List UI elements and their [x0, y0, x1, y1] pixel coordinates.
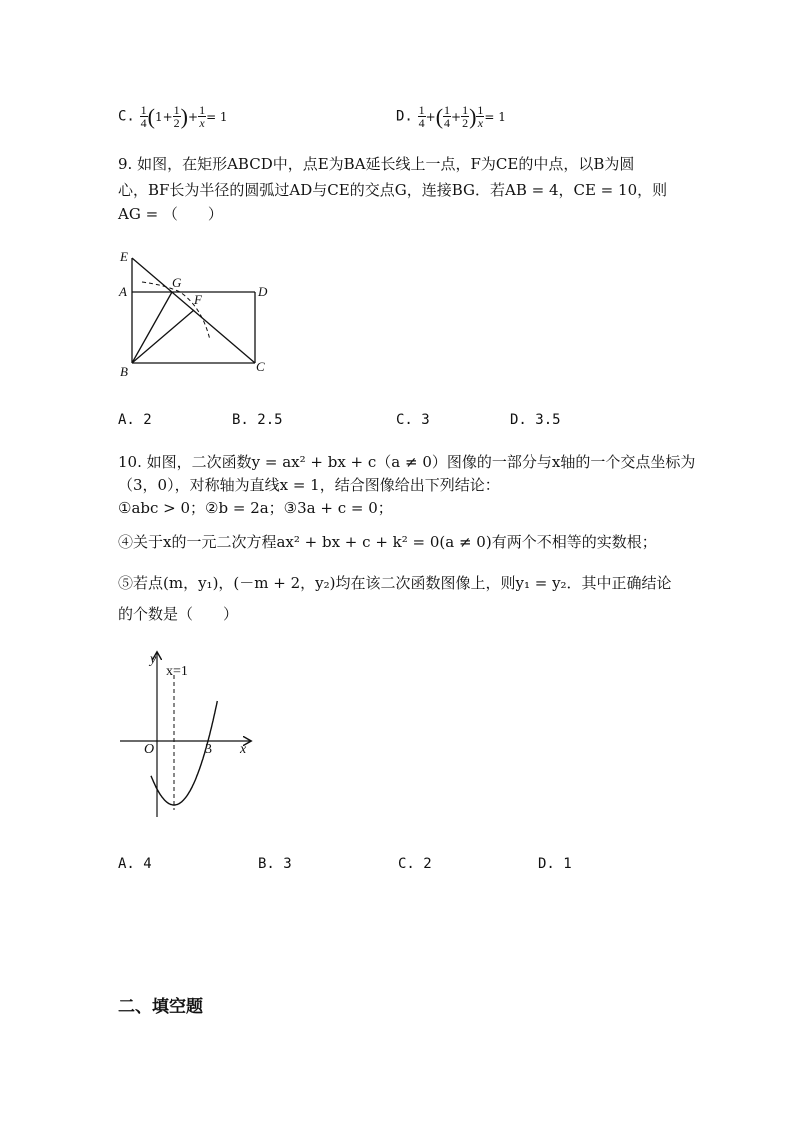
dashed-arc [142, 282, 210, 340]
label-f: F [194, 292, 202, 307]
q10-line-2: （3，0），对称轴为直线x = 1，结合图像给出下列结论： [118, 476, 500, 494]
root-label: 3 [205, 742, 212, 757]
q9-option-c: C. 3 [396, 412, 430, 428]
q9-option-d: D. 3.5 [510, 412, 561, 428]
q10-option-b: B. 3 [258, 856, 292, 872]
label-d: D [258, 284, 268, 299]
q10-option-d: D. 1 [538, 856, 572, 872]
q9-option-b: B. 2.5 [232, 412, 283, 428]
symmetry-axis-label: x=1 [166, 664, 188, 679]
q8-option-d-formula: $\frac{1}{4}$ +( $\frac{1}{4}$ + $\frac{1}{2}$ ) $\frac{1}{x}$ = 1 [418, 103, 506, 130]
segment-bg [132, 292, 172, 363]
q9-geometry-figure [110, 245, 280, 380]
q9-line-2: 心，BF长为半径的圆弧过AD与CE的交点G，连接BG．若AB = 4，CE = 10，则 [118, 181, 668, 199]
q10-parabola-graph [110, 645, 260, 825]
q10-line-5: ⑤若点(m，y₁)，(－m + 2，y₂)均在该二次函数图像上，则y₁ = y₂．其中正确结论 [118, 574, 672, 592]
q8-option-d [396, 104, 506, 129]
label-e: E [120, 249, 128, 264]
q10-line-6: 的个数是（ ） [118, 605, 239, 623]
q8-option-c [118, 104, 228, 129]
q10-line-4: ④关于x的一元二次方程ax² + bx + c + k² = 0(a ≠ 0)有两个不相等的实数根； [118, 533, 657, 551]
label-c: C [256, 359, 265, 374]
label-b: B [120, 364, 128, 379]
section-2-title: 二、填空题 [118, 997, 203, 1017]
q9-option-a: A. 2 [118, 412, 152, 428]
y-axis-label: y [150, 652, 157, 667]
q8-option-c-label: C. [118, 108, 135, 125]
q8-option-d-label: D. [396, 108, 413, 125]
x-axis-label: x [240, 742, 247, 757]
q8-option-c-formula: $\frac{1}{4}$ (1+ $\frac{1}{2}$ )+ $\frac{1}{x}$ = 1 [140, 103, 228, 130]
q10-option-a: A. 4 [118, 856, 152, 872]
q9-line-1: 9. 如图，在矩形ABCD中，点E为BA延长线上一点，F为CE的中点，以B为圆 [118, 155, 635, 173]
segment-bf [132, 310, 194, 363]
label-g: G [172, 275, 182, 290]
label-a: A [119, 284, 127, 299]
q10-line-1: 10. 如图，二次函数y = ax² + bx + c（a ≠ 0）图像的一部分与x轴的一个交点坐标为 [118, 453, 696, 471]
origin-label: O [144, 742, 155, 757]
q10-option-c: C. 2 [398, 856, 432, 872]
q10-line-3: ①abc > 0；②b = 2a；③3a + c = 0； [118, 499, 393, 517]
q9-line-3: AG = （ ） [118, 205, 223, 223]
